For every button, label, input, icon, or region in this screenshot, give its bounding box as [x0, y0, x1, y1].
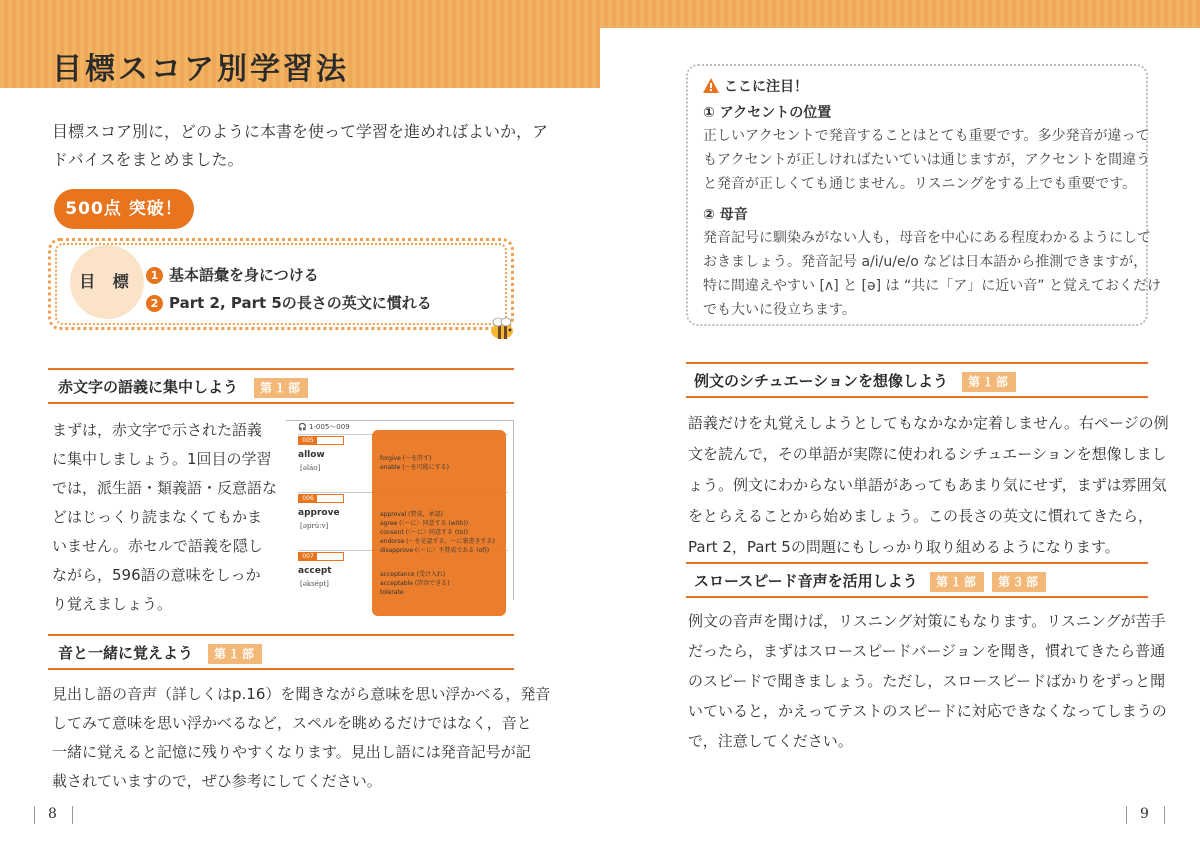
intro-line: 目標スコア別に，どのように本書を使って学習を進めればよいか，ア [52, 122, 549, 141]
notice-line: おきましょう。発音記号 a/i/u/e/o などは日本語から推測できますが， [703, 254, 1148, 270]
body-line: のスピードで聞きましょう。ただし，スロースピードばかりをずっと聞 [688, 672, 1166, 690]
folio-bar [1164, 806, 1165, 824]
section-body-situation [688, 408, 1169, 563]
body-line: り覚えましょう。 [52, 595, 173, 613]
body-line: まずは，赤文字で示された語義 [52, 421, 263, 439]
notice-line: でも大いに役立ちます。 [703, 302, 856, 318]
notice-line: もアクセントが正しければたいていは通じますが，アクセントを間違う [703, 152, 1151, 168]
entry-number: 005 [299, 437, 317, 444]
page-number-left: 8 [48, 806, 57, 822]
entry-number-bar [298, 552, 344, 561]
notice-item-body [703, 124, 1150, 196]
folio-bar [34, 806, 35, 824]
body-line: いていると，かえってテストのスピードに対応できなくなってしまうの [688, 702, 1167, 720]
section-body-red-words [52, 416, 277, 619]
notice-line: 正しいアクセントで発音することはとても重要です。多少発音が違って [703, 128, 1150, 144]
def-line: disapprove (〈～に〉不賛成である (of)) [380, 547, 490, 554]
goal-item-2 [146, 292, 432, 313]
body-line: 一緒に覚えると記憶に残りやすくなります。見出し語には発音記号が記 [52, 743, 531, 761]
body-line: いません。赤セルで語義を隠し [52, 537, 263, 555]
def-line: acceptable (許容できる) [380, 580, 450, 587]
section-head-audio [48, 634, 514, 670]
entry-defs [380, 510, 495, 555]
page-title: 目標スコア別学習法 [52, 52, 349, 87]
body-line: 語義だけを丸覚えしようとしてもなかなか定着しません。右ページの例 [688, 414, 1169, 432]
body-line: どはじっくり読まなくてもかま [52, 508, 263, 526]
figure-track-label: 🎧 1-005～009 [298, 423, 350, 431]
entry-number: 007 [299, 553, 317, 560]
entry-word: accept [298, 566, 332, 576]
notice-item-title: ② 母音 [703, 207, 748, 223]
entry-defs [380, 454, 449, 472]
goal-label: 目 標 [70, 245, 144, 319]
body-line: ょう。例文にわからない単語があってもあまり気にせず，まずは雰囲気 [688, 476, 1167, 494]
notice-heading: ここに注目！ [724, 79, 808, 95]
notice-line: と発音が正しくても通じません。リスニングをする上でも重要です。 [703, 176, 1137, 192]
entry-number-bar [298, 436, 344, 445]
body-line: 見出し語の音声（詳しくはp.16）を聞きながら意味を思い浮かべる，発音 [52, 685, 551, 703]
entry-word: allow [298, 450, 325, 460]
body-line: に集中しましょう。1回目の学習 [52, 450, 272, 468]
def-line: endorse (～を是認する，～に裏書きする) [380, 538, 495, 545]
part-tag: 第１部 [208, 644, 262, 664]
section-title: 例文のシチュエーションを想像しよう [694, 372, 948, 390]
section-head-situation [686, 362, 1148, 398]
part-tag: 第１部 [930, 572, 984, 592]
bee-icon [486, 316, 518, 342]
notice-line: 発音記号に馴染みがない人も，母音を中心にある程度わかるようにして [703, 230, 1151, 246]
sample-page-figure [286, 420, 514, 616]
part-tag: 第１部 [254, 378, 308, 398]
entry-defs [380, 570, 450, 597]
section-title: スロースピード音声を活用しよう [694, 572, 918, 590]
warning-icon [703, 78, 719, 93]
def-line: enable (～を可能にする) [380, 464, 449, 471]
notice-item-title: ① アクセントの位置 [703, 105, 832, 121]
entry-number-bar [298, 494, 344, 503]
header-band-right [600, 0, 1200, 28]
intro-line: ドバイスをまとめました。 [52, 150, 244, 169]
notice-line: 特に間違えやすい [ʌ] と [ə] は “共に「ア」に近い音” と覚えておくだけ [703, 278, 1161, 294]
part-tag: 第１部 [962, 372, 1016, 392]
section-body-slow-audio [688, 606, 1167, 756]
part-tag: 第３部 [992, 572, 1046, 592]
figure-track: 1-005～009 [308, 423, 350, 431]
body-line: だったら，まずはスロースピードバージョンを聞き，慣れてきたら普通 [688, 642, 1166, 660]
def-line: consent (〈～に〉同意する (to)) [380, 529, 468, 536]
body-line: してみて意味を思い浮かべるなど，スペルを眺めるだけではなく，音と [52, 714, 532, 732]
section-head-red-words [48, 368, 514, 404]
notice-item-body [703, 226, 1161, 322]
goal-number: 2 [146, 295, 163, 312]
section-head-slow-audio [686, 562, 1148, 598]
def-line: acceptance (受け入れ) [380, 571, 446, 578]
goal-item-1 [146, 264, 319, 285]
body-line: をとらえることから始めましょう。この長さの英文に慣れてきたら， [688, 507, 1154, 525]
body-line: で，注意してください。 [688, 732, 853, 750]
entry-pron: [əksépt] [300, 580, 329, 588]
entry-number: 006 [299, 495, 317, 502]
body-line: 文を読んで，その単語が実際に使われるシチュエーションを想像しまし [688, 445, 1167, 463]
entry-word: approve [298, 508, 340, 518]
intro-text [52, 118, 548, 174]
section-title: 赤文字の語義に集中しよう [58, 378, 239, 396]
section-body-audio [52, 680, 550, 796]
body-line: では，派生語・類義語・反意語な [52, 479, 278, 497]
goal-text: Part 2, Part 5の長さの英文に慣れる [169, 294, 432, 312]
body-line: ながら，596語の意味をしっか [52, 566, 261, 584]
body-line: 例文の音声を聞けば，リスニング対策にもなります。リスニングが苦手 [688, 612, 1166, 630]
entry-pron: [əprúːv] [300, 522, 329, 530]
folio-bar [72, 806, 73, 824]
body-line: 載されていますので，ぜひ参考にしてください。 [52, 772, 382, 790]
def-line: tolerate [380, 589, 404, 596]
folio-bar [1126, 806, 1127, 824]
goal-number: 1 [146, 267, 163, 284]
entry-pron: [əláʊ] [300, 464, 321, 472]
body-line: Part 2，Part 5の問題にもしっかり取り組めるようになります。 [688, 538, 1120, 556]
page-number-right: 9 [1140, 806, 1149, 822]
def-line: agree (〈～に〉同意する (with)) [380, 520, 469, 527]
section-title: 音と一緒に覚えよう [58, 644, 194, 662]
def-line: approval (賛成，承認) [380, 511, 443, 518]
score-badge: 500点 突破！ [54, 189, 194, 229]
goal-text: 基本語彙を身につける [169, 266, 319, 284]
def-line: forgive (～を許す) [380, 455, 432, 462]
